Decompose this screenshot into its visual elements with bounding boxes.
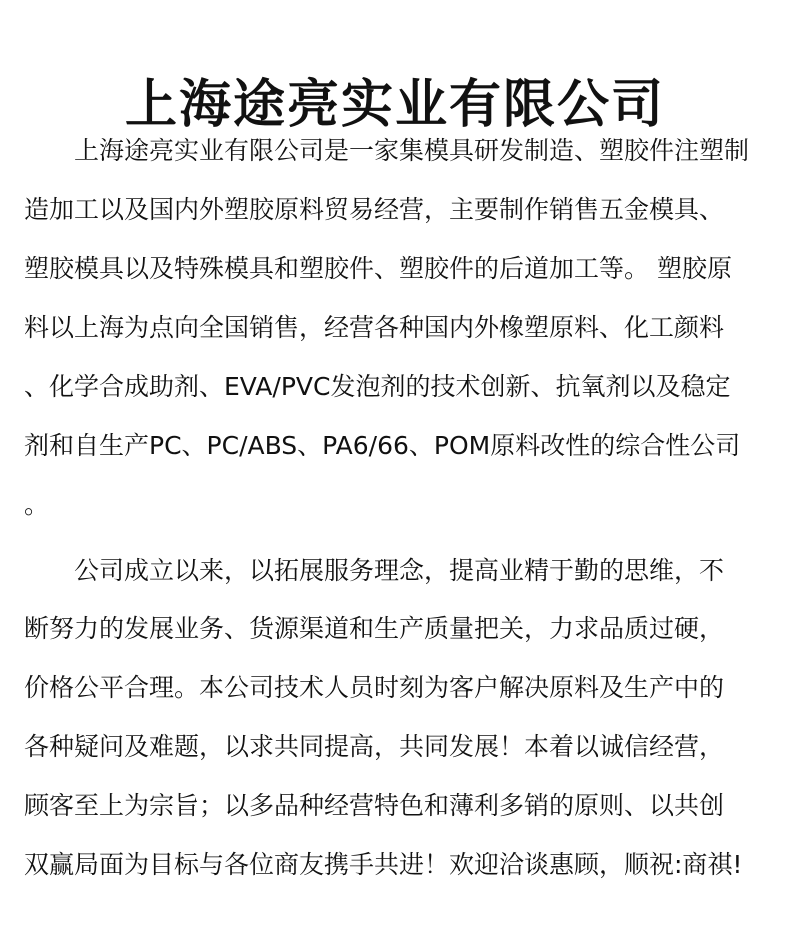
- text-line: 断努力的发展业务、货源渠道和生产质量把关，力求品质过硬，: [24, 614, 725, 643]
- text-line: 造加工以及国内外塑胶原料贸易经营，主要制作销售五金模具、: [24, 195, 725, 224]
- page-title: 上海途亮实业有限公司: [124, 74, 665, 135]
- text-line: 料以上海为点向全国销售，经营各种国内外橡塑原料、化工颜料: [24, 313, 725, 342]
- text-line: 各种疑问及难题，以求共同提高，共同发展！本着以诚信经营，: [24, 732, 725, 761]
- text-line: 剂和自生产PC、PC/ABS、PA6/66、POM原料改性的综合性公司: [24, 431, 741, 460]
- text-line: 。: [24, 490, 50, 519]
- text-line: 价格公平合理。本公司技术人员时刻为客户解决原料及生产中的: [24, 673, 725, 702]
- text-line: 上海途亮实业有限公司是一家集模具研发制造、塑胶件注塑制: [74, 136, 750, 165]
- text-line: 塑胶模具以及特殊模具和塑胶件、塑胶件的后道加工等。 塑胶原: [24, 254, 732, 283]
- text-line: 双赢局面为目标与各位商友携手共进！欢迎洽谈惠顾，顺祝:商祺!: [24, 850, 743, 879]
- text-line: 、化学合成助剂、EVA/PVC发泡剂的技术创新、抗氧剂以及稳定: [24, 372, 731, 401]
- text-line: 顾客至上为宗旨；以多品种经营特色和薄利多销的原则、以共创: [24, 791, 725, 820]
- text-line: 公司成立以来，以拓展服务理念，提高业精于勤的思维，不: [74, 556, 725, 585]
